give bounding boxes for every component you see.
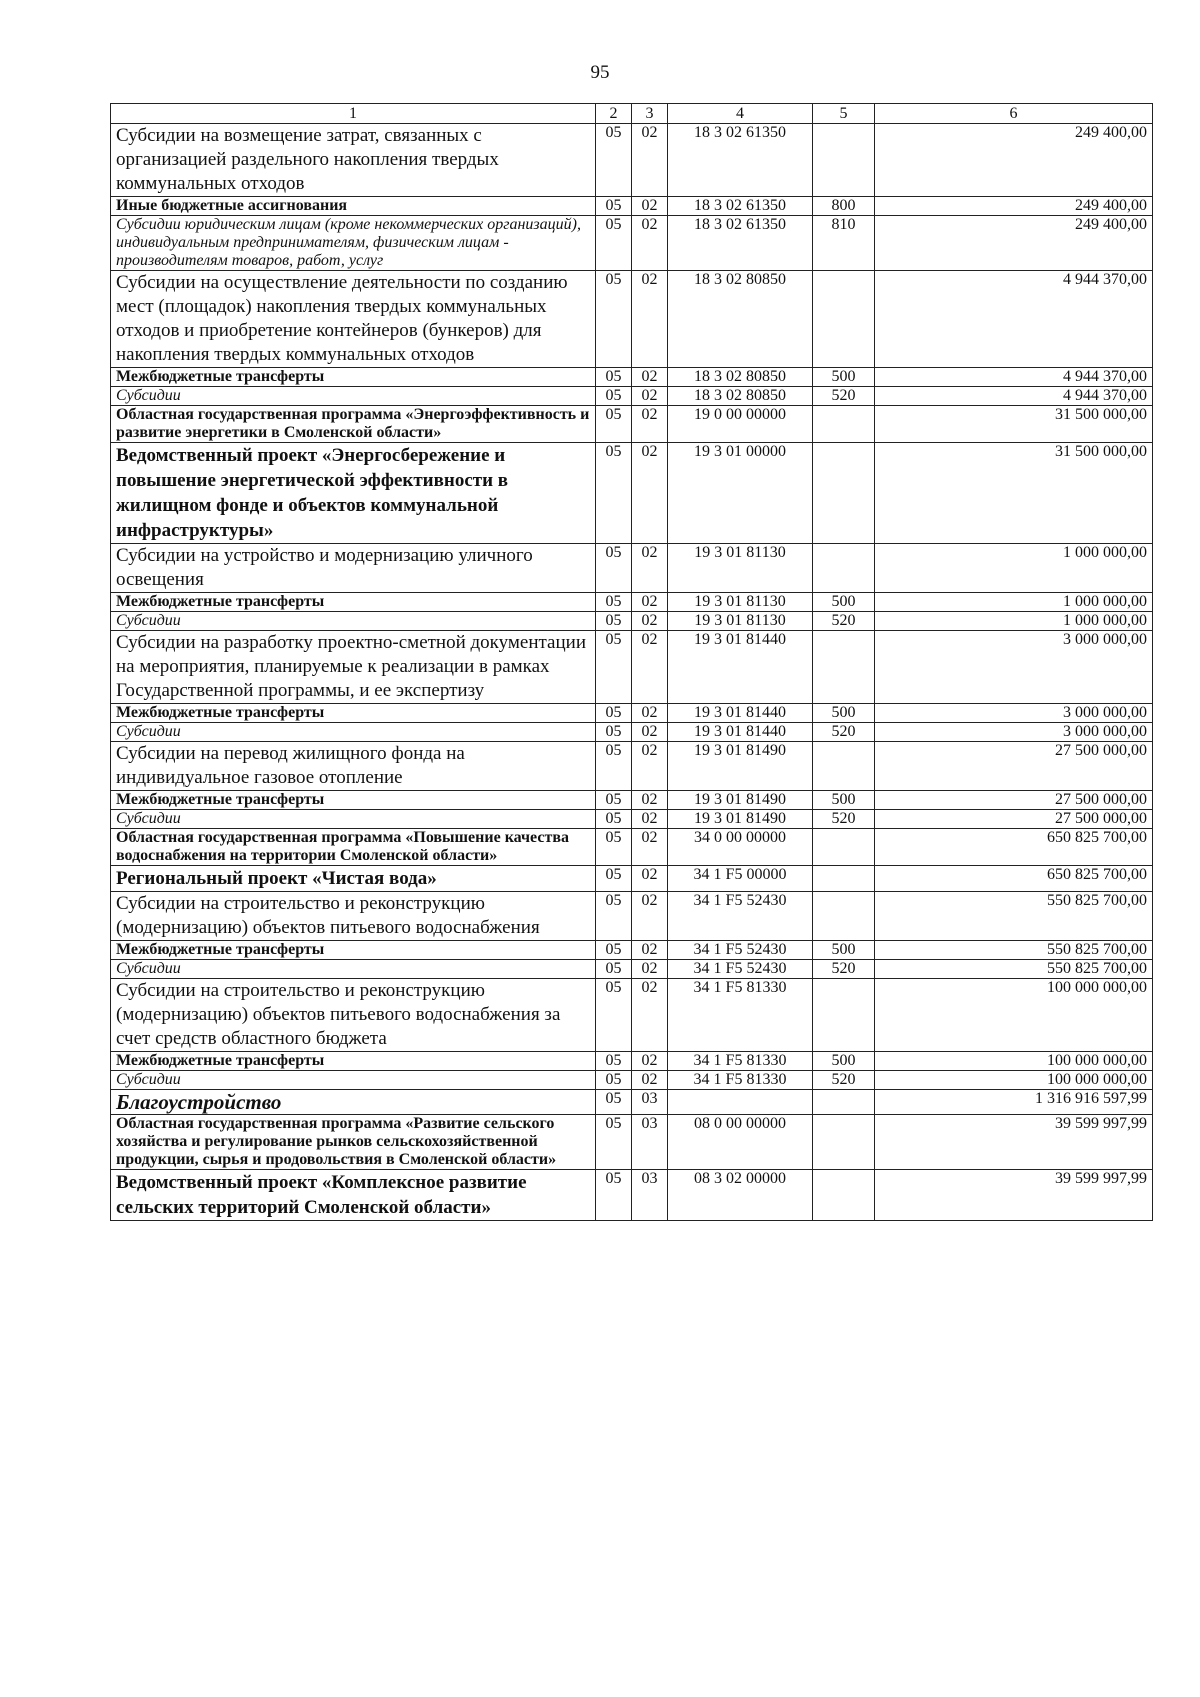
row-name: Субсидии на строительство и реконструкцию (модернизацию) объектов питьевого водоснабжения — [111, 892, 596, 941]
target-article-code: 19 3 01 81130 — [668, 544, 813, 593]
expense-type-code — [813, 124, 875, 197]
table-row — [111, 829, 1153, 866]
section-code: 05 — [596, 960, 632, 979]
expense-type-code — [813, 1115, 875, 1170]
row-name: Иные бюджетные ассигнования — [111, 197, 596, 216]
header-col-4: 4 — [668, 104, 813, 124]
target-article-code: 19 3 01 81490 — [668, 810, 813, 829]
subsection-code: 02 — [632, 866, 668, 892]
section-code: 05 — [596, 368, 632, 387]
subsection-code: 02 — [632, 742, 668, 791]
row-name: Ведомственный проект «Энергосбережение и повышение энергетической эффективности в жилищном фонде и объектов коммунальной инфраструктуры» — [111, 443, 596, 544]
expense-type-code: 520 — [813, 387, 875, 406]
subsection-code: 03 — [632, 1170, 668, 1221]
row-name: Межбюджетные трансферты — [111, 593, 596, 612]
table-row — [111, 1115, 1153, 1170]
subsection-code: 02 — [632, 368, 668, 387]
section-code: 05 — [596, 406, 632, 443]
section-code: 05 — [596, 979, 632, 1052]
amount: 249 400,00 — [875, 124, 1153, 197]
section-code: 05 — [596, 593, 632, 612]
section-code: 05 — [596, 892, 632, 941]
amount: 249 400,00 — [875, 216, 1153, 271]
target-article-code: 18 3 02 61350 — [668, 124, 813, 197]
target-article-code: 18 3 02 61350 — [668, 197, 813, 216]
section-code: 05 — [596, 866, 632, 892]
table-body — [111, 124, 1153, 1221]
section-code: 05 — [596, 612, 632, 631]
section-code: 05 — [596, 1090, 632, 1115]
subsection-code: 02 — [632, 941, 668, 960]
subsection-code: 02 — [632, 810, 668, 829]
section-code: 05 — [596, 810, 632, 829]
expense-type-code: 520 — [813, 723, 875, 742]
expense-type-code: 500 — [813, 941, 875, 960]
expense-type-code: 520 — [813, 810, 875, 829]
subsection-code: 02 — [632, 631, 668, 704]
subsection-code: 02 — [632, 124, 668, 197]
table-row — [111, 704, 1153, 723]
amount: 100 000 000,00 — [875, 1071, 1153, 1090]
header-col-6: 6 — [875, 104, 1153, 124]
expense-type-code — [813, 979, 875, 1052]
section-code: 05 — [596, 216, 632, 271]
section-code: 05 — [596, 631, 632, 704]
table-row — [111, 631, 1153, 704]
table-row — [111, 791, 1153, 810]
amount: 100 000 000,00 — [875, 1052, 1153, 1071]
subsection-code: 02 — [632, 829, 668, 866]
target-article-code: 19 3 01 81440 — [668, 723, 813, 742]
row-name: Межбюджетные трансферты — [111, 1052, 596, 1071]
section-code: 05 — [596, 1071, 632, 1090]
row-name: Субсидии — [111, 960, 596, 979]
subsection-code: 02 — [632, 791, 668, 810]
budget-table — [110, 103, 1153, 1221]
table-row — [111, 443, 1153, 544]
row-name: Региональный проект «Чистая вода» — [111, 866, 596, 892]
target-article-code: 34 1 F5 81330 — [668, 1071, 813, 1090]
amount: 4 944 370,00 — [875, 271, 1153, 368]
section-code: 05 — [596, 544, 632, 593]
amount: 27 500 000,00 — [875, 791, 1153, 810]
subsection-code: 02 — [632, 1071, 668, 1090]
target-article-code: 08 0 00 00000 — [668, 1115, 813, 1170]
table-row — [111, 1090, 1153, 1115]
subsection-code: 02 — [632, 704, 668, 723]
expense-type-code: 500 — [813, 368, 875, 387]
expense-type-code: 520 — [813, 612, 875, 631]
subsection-code: 02 — [632, 387, 668, 406]
subsection-code: 02 — [632, 271, 668, 368]
subsection-code: 02 — [632, 216, 668, 271]
table-row — [111, 810, 1153, 829]
section-code: 05 — [596, 387, 632, 406]
subsection-code: 03 — [632, 1090, 668, 1115]
table-row — [111, 892, 1153, 941]
subsection-code: 02 — [632, 197, 668, 216]
target-article-code: 18 3 02 80850 — [668, 271, 813, 368]
amount: 31 500 000,00 — [875, 443, 1153, 544]
subsection-code: 03 — [632, 1115, 668, 1170]
expense-type-code: 810 — [813, 216, 875, 271]
expense-type-code — [813, 443, 875, 544]
expense-type-code: 520 — [813, 1071, 875, 1090]
section-code: 05 — [596, 1115, 632, 1170]
table-row — [111, 124, 1153, 197]
header-col-2: 2 — [596, 104, 632, 124]
target-article-code: 08 3 02 00000 — [668, 1170, 813, 1221]
expense-type-code — [813, 631, 875, 704]
expense-type-code — [813, 866, 875, 892]
amount: 650 825 700,00 — [875, 829, 1153, 866]
header-row — [111, 104, 1153, 124]
row-name: Межбюджетные трансферты — [111, 941, 596, 960]
table-row — [111, 216, 1153, 271]
amount: 1 000 000,00 — [875, 593, 1153, 612]
table-row — [111, 1170, 1153, 1221]
row-name: Субсидии — [111, 810, 596, 829]
amount: 39 599 997,99 — [875, 1115, 1153, 1170]
section-code: 05 — [596, 1170, 632, 1221]
target-article-code: 19 3 01 81440 — [668, 631, 813, 704]
expense-type-code: 520 — [813, 960, 875, 979]
expense-type-code — [813, 544, 875, 593]
expense-type-code — [813, 1170, 875, 1221]
amount: 27 500 000,00 — [875, 810, 1153, 829]
expense-type-code — [813, 406, 875, 443]
subsection-code: 02 — [632, 443, 668, 544]
amount: 550 825 700,00 — [875, 960, 1153, 979]
target-article-code — [668, 1090, 813, 1115]
table-row — [111, 387, 1153, 406]
table-row — [111, 197, 1153, 216]
row-name: Субсидии юридическим лицам (кроме некоммерческих организаций), индивидуальным предпринимателям, физическим лицам - производителям товаров, работ, услуг — [111, 216, 596, 271]
amount: 39 599 997,99 — [875, 1170, 1153, 1221]
expense-type-code — [813, 742, 875, 791]
expense-type-code: 800 — [813, 197, 875, 216]
table-row — [111, 941, 1153, 960]
table-row — [111, 1071, 1153, 1090]
row-name: Субсидии — [111, 723, 596, 742]
amount: 3 000 000,00 — [875, 723, 1153, 742]
amount: 1 000 000,00 — [875, 544, 1153, 593]
amount: 550 825 700,00 — [875, 892, 1153, 941]
page-number: 95 — [590, 62, 610, 83]
target-article-code: 19 3 01 81440 — [668, 704, 813, 723]
expense-type-code: 500 — [813, 704, 875, 723]
table-row — [111, 866, 1153, 892]
expense-type-code: 500 — [813, 593, 875, 612]
section-code: 05 — [596, 723, 632, 742]
header-col-1: 1 — [111, 104, 596, 124]
expense-type-code — [813, 829, 875, 866]
row-name: Областная государственная программа «Развитие сельского хозяйства и регулирование рынков сельскохозяйственной продукции, сырья и продовольствия в Смоленской области» — [111, 1115, 596, 1170]
subsection-code: 02 — [632, 1052, 668, 1071]
header-col-5: 5 — [813, 104, 875, 124]
expense-type-code: 500 — [813, 1052, 875, 1071]
table-row — [111, 742, 1153, 791]
target-article-code: 34 0 00 00000 — [668, 829, 813, 866]
section-code: 05 — [596, 829, 632, 866]
row-name: Благоустройство — [111, 1090, 596, 1115]
section-code: 05 — [596, 1052, 632, 1071]
row-name: Межбюджетные трансферты — [111, 704, 596, 723]
target-article-code: 19 3 01 81130 — [668, 593, 813, 612]
section-code: 05 — [596, 791, 632, 810]
amount: 27 500 000,00 — [875, 742, 1153, 791]
row-name: Субсидии — [111, 612, 596, 631]
amount: 249 400,00 — [875, 197, 1153, 216]
table-row — [111, 544, 1153, 593]
table-row — [111, 593, 1153, 612]
section-code: 05 — [596, 704, 632, 723]
row-name: Субсидии на перевод жилищного фонда на индивидуальное газовое отопление — [111, 742, 596, 791]
target-article-code: 34 1 F5 81330 — [668, 1052, 813, 1071]
table-row — [111, 723, 1153, 742]
row-name: Субсидии на возмещение затрат, связанных с организацией раздельного накопления твердых коммунальных отходов — [111, 124, 596, 197]
target-article-code: 34 1 F5 52430 — [668, 960, 813, 979]
amount: 1 000 000,00 — [875, 612, 1153, 631]
table-row — [111, 979, 1153, 1052]
row-name: Субсидии на строительство и реконструкцию (модернизацию) объектов питьевого водоснабжения за счет средств областного бюджета — [111, 979, 596, 1052]
target-article-code: 34 1 F5 00000 — [668, 866, 813, 892]
target-article-code: 19 3 01 00000 — [668, 443, 813, 544]
amount: 4 944 370,00 — [875, 368, 1153, 387]
header-col-3: 3 — [632, 104, 668, 124]
section-code: 05 — [596, 271, 632, 368]
row-name: Субсидии — [111, 1071, 596, 1090]
amount: 550 825 700,00 — [875, 941, 1153, 960]
target-article-code: 19 3 01 81490 — [668, 791, 813, 810]
amount: 3 000 000,00 — [875, 631, 1153, 704]
target-article-code: 19 0 00 00000 — [668, 406, 813, 443]
section-code: 05 — [596, 941, 632, 960]
amount: 4 944 370,00 — [875, 387, 1153, 406]
expense-type-code — [813, 271, 875, 368]
table-row — [111, 1052, 1153, 1071]
target-article-code: 19 3 01 81490 — [668, 742, 813, 791]
subsection-code: 02 — [632, 979, 668, 1052]
amount: 650 825 700,00 — [875, 866, 1153, 892]
target-article-code: 34 1 F5 52430 — [668, 892, 813, 941]
row-name: Субсидии — [111, 387, 596, 406]
section-code: 05 — [596, 197, 632, 216]
target-article-code: 19 3 01 81130 — [668, 612, 813, 631]
amount: 3 000 000,00 — [875, 704, 1153, 723]
table-row — [111, 406, 1153, 443]
row-name: Межбюджетные трансферты — [111, 791, 596, 810]
row-name: Субсидии на устройство и модернизацию уличного освещения — [111, 544, 596, 593]
table-row — [111, 960, 1153, 979]
subsection-code: 02 — [632, 723, 668, 742]
section-code: 05 — [596, 124, 632, 197]
subsection-code: 02 — [632, 593, 668, 612]
section-code: 05 — [596, 742, 632, 791]
subsection-code: 02 — [632, 544, 668, 593]
subsection-code: 02 — [632, 612, 668, 631]
table-row — [111, 271, 1153, 368]
target-article-code: 18 3 02 80850 — [668, 368, 813, 387]
target-article-code: 18 3 02 61350 — [668, 216, 813, 271]
target-article-code: 34 1 F5 81330 — [668, 979, 813, 1052]
amount: 31 500 000,00 — [875, 406, 1153, 443]
expense-type-code — [813, 1090, 875, 1115]
target-article-code: 18 3 02 80850 — [668, 387, 813, 406]
subsection-code: 02 — [632, 960, 668, 979]
target-article-code: 34 1 F5 52430 — [668, 941, 813, 960]
amount: 1 316 916 597,99 — [875, 1090, 1153, 1115]
row-name: Ведомственный проект «Комплексное развитие сельских территорий Смоленской области» — [111, 1170, 596, 1221]
subsection-code: 02 — [632, 892, 668, 941]
table-row — [111, 612, 1153, 631]
row-name: Межбюджетные трансферты — [111, 368, 596, 387]
row-name: Субсидии на разработку проектно-сметной документации на мероприятия, планируемые к реализации в рамках Государственной программы, и ее экспертизу — [111, 631, 596, 704]
row-name: Областная государственная программа «Повышение качества водоснабжения на территории Смоленской области» — [111, 829, 596, 866]
table-row — [111, 368, 1153, 387]
section-code: 05 — [596, 443, 632, 544]
subsection-code: 02 — [632, 406, 668, 443]
amount: 100 000 000,00 — [875, 979, 1153, 1052]
row-name: Областная государственная программа «Энергоэффективность и развитие энергетики в Смоленской области» — [111, 406, 596, 443]
expense-type-code: 500 — [813, 791, 875, 810]
row-name: Субсидии на осуществление деятельности по созданию мест (площадок) накопления твердых коммунальных отходов и приобретение контейнеров (бункеров) для накопления твердых коммунальных отходов — [111, 271, 596, 368]
expense-type-code — [813, 892, 875, 941]
